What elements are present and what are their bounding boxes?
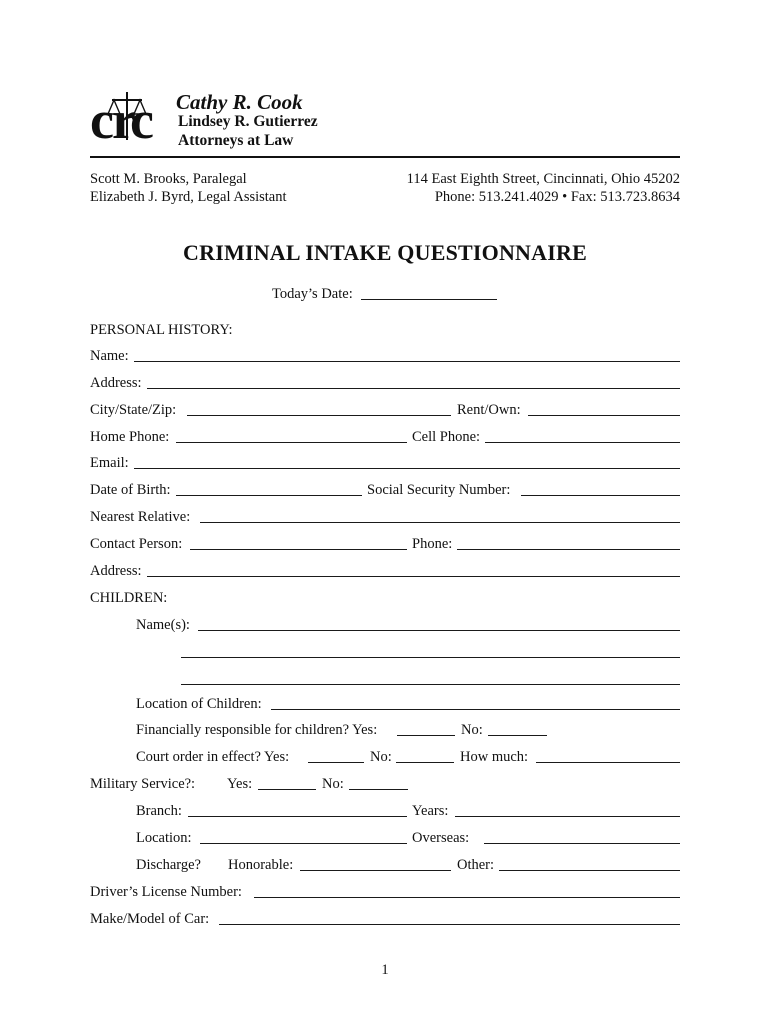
discharge-other-label: Other: bbox=[457, 857, 495, 873]
military-location-field[interactable] bbox=[200, 843, 407, 844]
dob-label: Date of Birth: bbox=[90, 482, 171, 498]
financially-responsible-no-label: No: bbox=[461, 722, 483, 738]
military-yes-field[interactable] bbox=[258, 789, 316, 790]
overseas-field[interactable] bbox=[484, 843, 680, 844]
military-service-label: Military Service?: bbox=[90, 776, 196, 792]
contact-address-label: Address: bbox=[90, 563, 142, 579]
financially-responsible-yes-field[interactable] bbox=[397, 735, 455, 736]
home-phone-field[interactable] bbox=[176, 442, 407, 443]
drivers-license-field[interactable] bbox=[254, 897, 680, 898]
page-title: CRIMINAL INTAKE QUESTIONNAIRE bbox=[183, 240, 587, 265]
car-field[interactable] bbox=[219, 924, 680, 925]
address-label: Address: bbox=[90, 375, 142, 391]
firm-logo-icon bbox=[90, 86, 164, 148]
ssn-field[interactable] bbox=[521, 495, 680, 496]
honorable-label: Honorable: bbox=[228, 857, 294, 873]
page-number: 1 bbox=[381, 962, 389, 978]
dob-field[interactable] bbox=[176, 495, 362, 496]
contact-phone-field[interactable] bbox=[457, 549, 680, 550]
discharge-other-field[interactable] bbox=[499, 870, 680, 871]
years-label: Years: bbox=[412, 803, 449, 819]
rent-own-field[interactable] bbox=[528, 415, 680, 416]
staff-legal-assistant: Elizabeth J. Byrd, Legal Assistant bbox=[90, 189, 287, 205]
cell-phone-label: Cell Phone: bbox=[412, 429, 481, 445]
city-state-zip-field[interactable] bbox=[187, 415, 451, 416]
home-phone-label: Home Phone: bbox=[90, 429, 170, 445]
rent-own-label: Rent/Own: bbox=[457, 402, 521, 418]
firm-partner: Lindsey R. Gutierrez bbox=[178, 113, 318, 130]
nearest-relative-field[interactable] bbox=[200, 522, 680, 523]
contact-person-field[interactable] bbox=[190, 549, 407, 550]
discharge-label: Discharge? bbox=[136, 857, 201, 873]
firm-contact: Phone: 513.241.4029 • Fax: 513.723.8634 bbox=[434, 189, 680, 205]
military-yes-label: Yes: bbox=[227, 776, 253, 792]
contact-address-field[interactable] bbox=[147, 576, 680, 577]
children-names-field-3[interactable] bbox=[181, 684, 680, 685]
court-order-yes-field[interactable] bbox=[308, 762, 364, 763]
financially-responsible-no-field[interactable] bbox=[488, 735, 547, 736]
svg-text:r: r bbox=[112, 90, 136, 148]
honorable-field[interactable] bbox=[300, 870, 451, 871]
firm-tagline: Attorneys at Law bbox=[178, 132, 294, 149]
military-no-label: No: bbox=[322, 776, 344, 792]
firm-street: 114 East Eighth Street, Cincinnati, Ohio 45202 bbox=[406, 171, 680, 187]
address-field[interactable] bbox=[147, 388, 680, 389]
firm-address bbox=[407, 170, 680, 206]
military-location-label: Location: bbox=[136, 830, 192, 846]
header-divider bbox=[90, 156, 680, 158]
how-much-label: How much: bbox=[460, 749, 529, 765]
nearest-relative-label: Nearest Relative: bbox=[90, 509, 191, 525]
court-order-no-field[interactable] bbox=[396, 762, 454, 763]
name-field[interactable] bbox=[134, 361, 680, 362]
todays-date-field[interactable] bbox=[361, 299, 497, 300]
children-names-field[interactable] bbox=[198, 630, 680, 631]
court-order-label: Court order in effect? Yes: bbox=[136, 749, 290, 765]
contact-person-label: Contact Person: bbox=[90, 536, 183, 552]
overseas-label: Overseas: bbox=[412, 830, 470, 846]
firm-name: Cathy R. Cook bbox=[176, 90, 303, 114]
court-order-no-label: No: bbox=[370, 749, 392, 765]
car-label: Make/Model of Car: bbox=[90, 911, 210, 927]
military-no-field[interactable] bbox=[349, 789, 408, 790]
svg-text:c: c bbox=[90, 90, 114, 148]
drivers-license-label: Driver’s License Number: bbox=[90, 884, 242, 900]
cell-phone-field[interactable] bbox=[485, 442, 680, 443]
todays-date-label: Today’s Date: bbox=[272, 286, 353, 302]
ssn-label: Social Security Number: bbox=[367, 482, 511, 498]
how-much-field[interactable] bbox=[536, 762, 680, 763]
years-field[interactable] bbox=[455, 816, 680, 817]
svg-text:c: c bbox=[130, 90, 154, 148]
email-field[interactable] bbox=[134, 468, 680, 469]
children-location-label: Location of Children: bbox=[136, 696, 262, 712]
personal-history-heading: PERSONAL HISTORY: bbox=[90, 322, 233, 338]
branch-label: Branch: bbox=[136, 803, 182, 819]
staff-paralegal: Scott M. Brooks, Paralegal bbox=[90, 171, 247, 187]
email-label: Email: bbox=[90, 455, 129, 471]
children-names-field-2[interactable] bbox=[181, 657, 680, 658]
city-state-zip-label: City/State/Zip: bbox=[90, 402, 177, 418]
children-heading: CHILDREN: bbox=[90, 590, 168, 606]
children-names-label: Name(s): bbox=[136, 617, 190, 633]
financially-responsible-label: Financially responsible for children? Yes: bbox=[136, 722, 378, 738]
children-location-field[interactable] bbox=[271, 709, 680, 710]
staff-list bbox=[90, 170, 287, 206]
name-label: Name: bbox=[90, 348, 129, 364]
contact-phone-label: Phone: bbox=[412, 536, 453, 552]
branch-field[interactable] bbox=[188, 816, 407, 817]
